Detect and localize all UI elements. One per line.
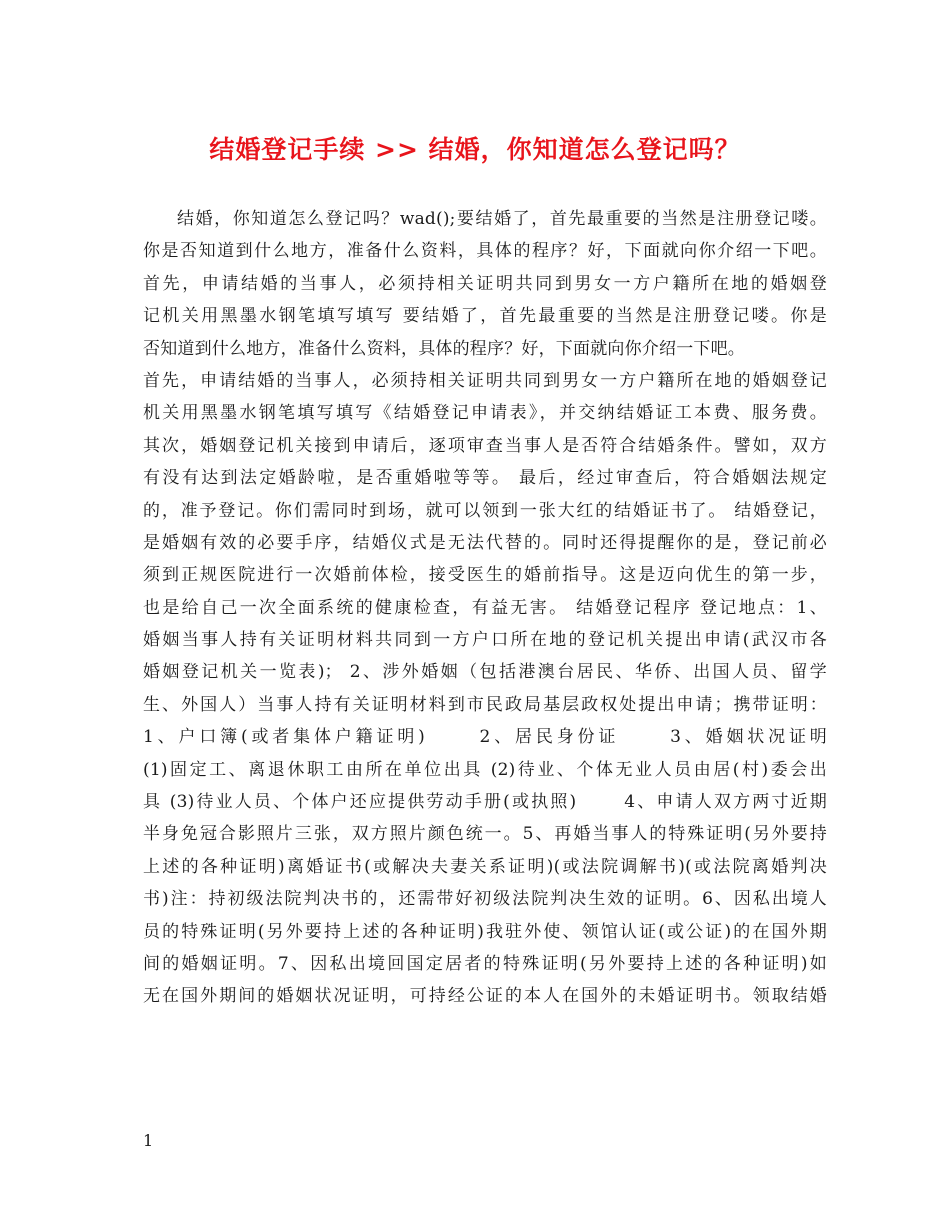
body-line: 上述的各种证明)离婚证书(或解决夫妻关系证明)(或法院调解书)(或法院离婚判决 bbox=[143, 856, 827, 877]
body-line: 生、外国人）当事人持有关证明材料到市民政局基层政权处提出申请；携带证明： bbox=[143, 694, 827, 715]
body-line: 1、户口簿(或者集体户籍证明) 2、居民身份证 3、婚姻状况证明 bbox=[143, 727, 827, 748]
body-line: 首先，申请结婚的当事人，必须持相关证明共同到男女一方户籍所在地的婚姻登记 bbox=[143, 370, 827, 391]
document-title: 结婚登记手续 >> 结婚，你知道怎么登记吗？ bbox=[209, 135, 741, 164]
body-line: 结婚，你知道怎么登记吗？wad();要结婚了，首先最重要的当然是注册登记喽。 bbox=[177, 209, 827, 229]
body-line: 也是给自己一次全面系统的健康检查，有益无害。 结婚登记程序 登记地点：1、 bbox=[143, 597, 827, 618]
body-line: 否知道到什么地方，准备什么资料，具体的程序？好，下面就向你介绍一下吧。 bbox=[143, 338, 745, 359]
page-number: 1 bbox=[143, 1131, 154, 1150]
body-line: (1)固定工、离退休职工由所在单位出具 (2)待业、个体无业人员由居(村)委会出 bbox=[143, 759, 827, 780]
body-line: 须到正规医院进行一次婚前体检，接受医生的婚前指导。这是迈向优生的第一步， bbox=[143, 565, 827, 586]
body-line: 你是否知道到什么地方，准备什么资料，具体的程序？好，下面就向你介绍一下吧。 bbox=[143, 241, 827, 262]
body-line: 书)注：持初级法院判决书的，还需带好初级法院判决生效的证明。6、因私出境人 bbox=[143, 889, 827, 910]
body-line: 具 (3)待业人员、个体户还应提供劳动手册(或执照) 4、申请人双方两寸近期 bbox=[143, 792, 827, 813]
body-line: 其次，婚姻登记机关接到申请后，逐项审查当事人是否符合结婚条件。譬如，双方 bbox=[143, 435, 827, 456]
body-line: 的，准予登记。你们需同时到场，就可以领到一张大红的结婚证书了。 结婚登记， bbox=[143, 500, 827, 521]
document-body bbox=[143, 203, 827, 1013]
body-line: 记机关用黑墨水钢笔填写填写 要结婚了，首先最重要的当然是注册登记喽。你是 bbox=[143, 306, 827, 327]
body-line: 机关用黑墨水钢笔填写填写《结婚登记申请表》，并交纳结婚证工本费、服务费。 bbox=[143, 403, 827, 424]
body-line: 首先，申请结婚的当事人，必须持相关证明共同到男女一方户籍所在地的婚姻登 bbox=[143, 273, 827, 294]
body-line: 婚姻登记机关一览表)； 2、涉外婚姻（包括港澳台居民、华侨、出国人员、留学 bbox=[143, 662, 827, 683]
body-line: 半身免冠合影照片三张，双方照片颜色统一。5、再婚当事人的特殊证明(另外要持 bbox=[143, 824, 827, 845]
body-line: 间的婚姻证明。7、因私出境回国定居者的特殊证明(另外要持上述的各种证明)如 bbox=[143, 953, 827, 974]
body-line: 婚姻当事人持有关证明材料共同到一方户口所在地的登记机关提出申请(武汉市各 bbox=[143, 630, 827, 651]
body-line: 无在国外期间的婚姻状况证明，可持经公证的本人在国外的未婚证明书。领取结婚 bbox=[143, 986, 827, 1007]
body-line: 员的特殊证明(另外要持上述的各种证明)我驻外使、领馆认证(或公证)的在国外期 bbox=[143, 921, 827, 942]
body-line: 有没有达到法定婚龄啦，是否重婚啦等等。 最后，经过审查后，符合婚姻法规定 bbox=[143, 468, 827, 489]
body-line: 是婚姻有效的必要手序，结婚仪式是无法代替的。同时还得提醒你的是，登记前必 bbox=[143, 532, 827, 553]
